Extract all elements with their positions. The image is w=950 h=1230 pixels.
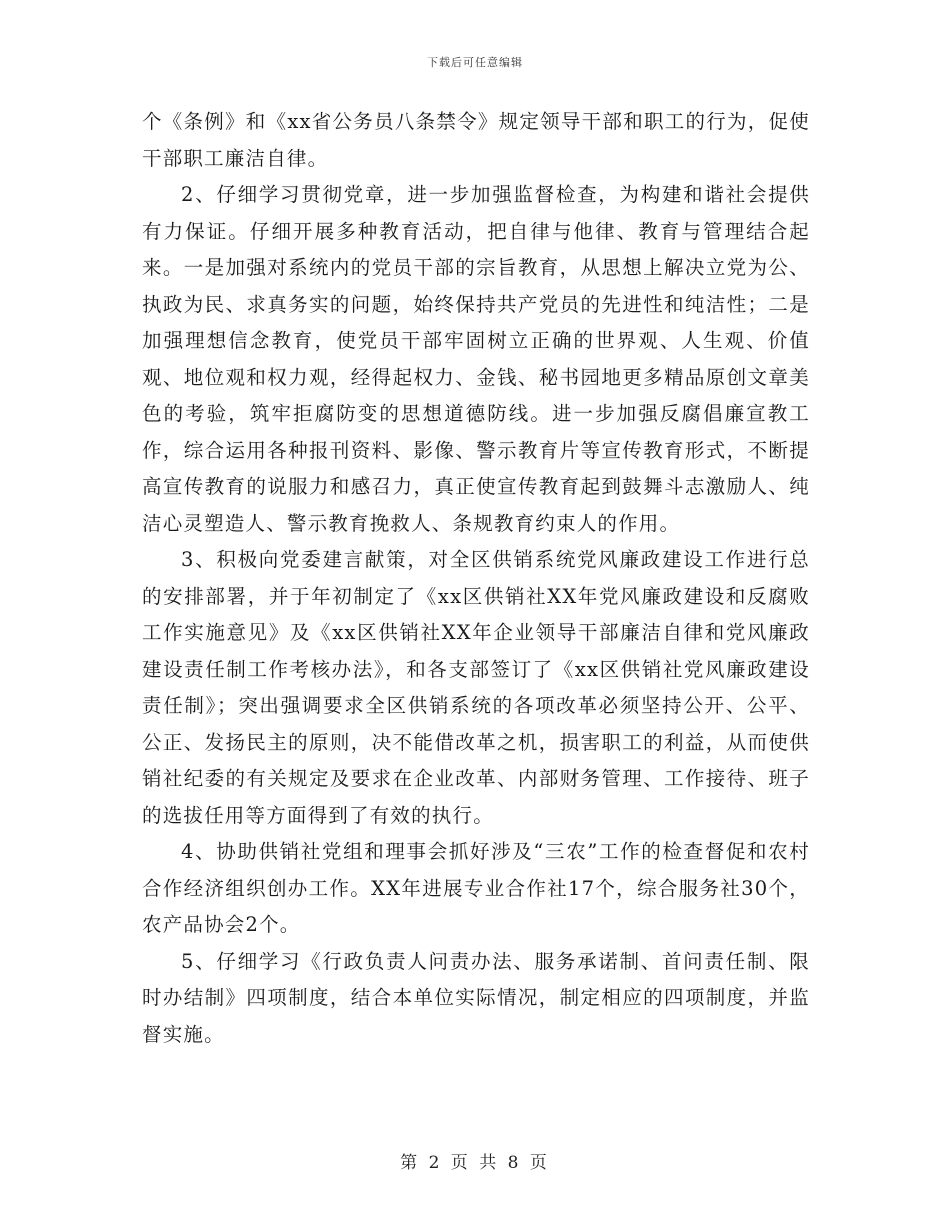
paragraph-item-4: 4、协助供销社党组和理事会抓好涉及“三农”工作的检查督促和农村合作经济组织创办工作。XX年进展专业合作社17个，综合服务社30个，农产品协会2个。 <box>142 840 810 936</box>
page-number: 第 2 页 共 8 页 <box>400 1153 550 1173</box>
document-body <box>142 104 810 1053</box>
paragraph-item-5: 5、仔细学习《行政负责人问责办法、服务承诺制、首问责任制、限时办结制》四项制度，结合本单位实际情况，制定相应的四项制度，并监督实施。 <box>142 949 810 1046</box>
header-note: 下载后可任意编辑 <box>427 56 523 69</box>
paragraph-item-2: 2、仔细学习贯彻党章，进一步加强监督检查，为构建和谐社会提供有力保证。仔细开展多种教育活动，把自律与他律、教育与管理结合起来。一是加强对系统内的党员干部的宗旨教育，从思想上解决立党为公、执政为民、求真务实的问题，始终保持共产党员的先进性和纯洁性；二是加强理想信念教育，使党员干部牢固树立正确的世界观、人生观、价值观、地位观和权力观，经得起权力、金钱、秘书园地更多精品原创文章美色的考验，筑牢拒腐防变的思想道德防线。进一步加强反腐倡廉宣教工作，综合运用各种报刊资料、影像、警示教育片等宣传教育形式，不断提高宣传教育的说服力和感召力，真正使宣传教育起到鼓舞斗志激励人、纯洁心灵塑造人、警示教育挽救人、条规教育约束人的作用。 <box>142 183 810 535</box>
paragraph-item-3: 3、积极向党委建言献策，对全区供销系统党风廉政建设工作进行总的安排部署，并于年初制定了《xx区供销社XX年党风廉政建设和反腐败工作实施意见》及《xx区供销社XX年企业领导干部廉洁自律和党风廉政建设责任制工作考核办法》，和各支部签订了《xx区供销社党风廉政建设责任制》；突出强调要求全区供销系统的各项改革必须坚持公开、公平、公正、发扬民主的原则，决不能借改革之机，损害职工的利益，从而使供销社纪委的有关规定及要求在企业改革、内部财务管理、工作接待、班子的选拔任用等方面得到了有效的执行。 <box>142 548 810 827</box>
paragraph-continuation: 个《条例》和《xx省公务员八条禁令》规定领导干部和职工的行为，促使干部职工廉洁自律。 <box>142 110 810 170</box>
